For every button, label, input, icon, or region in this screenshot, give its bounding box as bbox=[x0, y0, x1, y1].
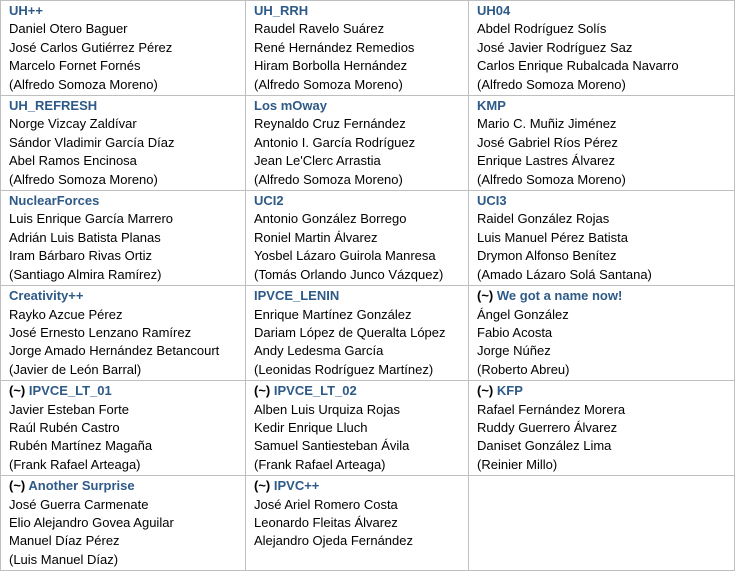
team-cell bbox=[246, 1, 469, 96]
team-name: Another Surprise bbox=[28, 478, 135, 494]
team-member: Kedir Enrique Lluch bbox=[254, 419, 368, 435]
team-header bbox=[9, 2, 245, 20]
team-member: Andy Ledesma García bbox=[254, 343, 384, 359]
team-header bbox=[9, 477, 245, 495]
team-header bbox=[254, 2, 468, 20]
team-member: José Ariel Romero Costa bbox=[254, 496, 398, 512]
team-member: Rafael Fernández Morera bbox=[477, 401, 626, 417]
team-member: Javier Esteban Forte bbox=[9, 401, 129, 417]
team-name: UH_RRH bbox=[254, 3, 309, 18]
team-member: Carlos Enrique Rubalcada Navarro bbox=[477, 58, 679, 74]
team-name: KFP bbox=[496, 383, 523, 399]
team-header bbox=[9, 287, 245, 305]
team-status-prefix: (~) bbox=[254, 383, 271, 399]
team-cell bbox=[469, 286, 735, 381]
team-header bbox=[477, 287, 734, 305]
team-header bbox=[254, 97, 468, 115]
team-cell bbox=[246, 286, 469, 381]
team-member: Iram Bárbaro Rivas Ortiz bbox=[9, 248, 153, 264]
team-member: Dariam López de Queralta López bbox=[254, 324, 446, 340]
team-member: Rubén Martínez Magaña bbox=[9, 438, 153, 454]
team-name: IPVCE_LT_01 bbox=[28, 383, 112, 399]
team-member: Manuel Díaz Pérez bbox=[9, 533, 120, 549]
team-member: Luis Manuel Pérez Batista bbox=[477, 229, 629, 245]
table-row bbox=[1, 96, 735, 191]
team-member: Rayko Azcue Pérez bbox=[9, 306, 123, 322]
team-member: Drymon Alfonso Benítez bbox=[477, 248, 617, 264]
team-status-prefix: (~) bbox=[477, 288, 494, 304]
team-coach: (Alfredo Somoza Moreno) bbox=[477, 76, 626, 92]
team-member: Daniset González Lima bbox=[477, 438, 612, 454]
team-member: Jean Le'Clerc Arrastia bbox=[254, 153, 381, 169]
team-cell bbox=[1, 1, 246, 96]
team-member: José Ernesto Lenzano Ramírez bbox=[9, 324, 192, 340]
team-member: Abdel Rodríguez Solís bbox=[477, 21, 607, 37]
team-member: Samuel Santiesteban Ávila bbox=[254, 438, 410, 454]
team-status-prefix: (~) bbox=[9, 478, 26, 494]
team-member: José Carlos Gutiérrez Pérez bbox=[9, 39, 173, 55]
team-coach: (Santiago Almira Ramírez) bbox=[9, 266, 162, 282]
table-row bbox=[1, 381, 735, 476]
team-member: Adrián Luis Batista Planas bbox=[9, 229, 161, 245]
team-cell bbox=[1, 96, 246, 191]
empty-cell bbox=[469, 476, 735, 571]
table-row bbox=[1, 286, 735, 381]
team-member: Norge Vizcay Zaldívar bbox=[9, 116, 137, 132]
team-cell bbox=[246, 96, 469, 191]
team-member: Raudel Ravelo Suárez bbox=[254, 21, 385, 37]
team-name: UH_REFRESH bbox=[9, 98, 98, 114]
team-cell bbox=[469, 191, 735, 286]
team-cell bbox=[1, 286, 246, 381]
team-member: Alejandro Ojeda Fernández bbox=[254, 533, 413, 549]
team-header bbox=[254, 192, 468, 210]
team-header bbox=[9, 382, 245, 400]
team-member: Hiram Borbolla Hernández bbox=[254, 58, 408, 74]
team-member: Daniel Otero Baguer bbox=[9, 21, 128, 37]
team-member: René Hernández Remedios bbox=[254, 39, 415, 55]
team-coach: (Alfredo Somoza Moreno) bbox=[254, 76, 403, 92]
team-name: We got a name now! bbox=[496, 288, 623, 304]
team-coach: (Alfredo Somoza Moreno) bbox=[9, 76, 158, 92]
table-row bbox=[1, 1, 735, 96]
team-member: Enrique Martínez González bbox=[254, 306, 412, 322]
team-cell bbox=[1, 381, 246, 476]
table-row bbox=[1, 476, 735, 571]
team-cell bbox=[1, 191, 246, 286]
team-status-prefix: (~) bbox=[9, 383, 26, 399]
team-member: Raidel González Rojas bbox=[477, 211, 610, 227]
team-member: Elio Alejandro Govea Aguilar bbox=[9, 514, 174, 530]
team-member: Jorge Núñez bbox=[477, 343, 551, 359]
team-cell bbox=[469, 96, 735, 191]
team-header bbox=[9, 192, 245, 210]
team-header bbox=[477, 2, 734, 20]
team-coach: (Alfredo Somoza Moreno) bbox=[477, 171, 626, 187]
team-member: Ruddy Guerrero Álvarez bbox=[477, 419, 618, 435]
team-member: Mario C. Muñiz Jiménez bbox=[477, 116, 617, 132]
team-member: José Gabriel Ríos Pérez bbox=[477, 134, 618, 150]
team-name: IPVCE_LT_02 bbox=[273, 383, 357, 399]
team-coach: (Javier de León Barral) bbox=[9, 361, 142, 377]
team-member: Abel Ramos Encinosa bbox=[9, 153, 137, 169]
team-coach: (Leonidas Rodríguez Martínez) bbox=[254, 361, 434, 377]
team-header bbox=[254, 287, 468, 305]
teams-table-body bbox=[1, 1, 735, 571]
team-name: Los mOway bbox=[254, 98, 327, 114]
team-header bbox=[477, 97, 734, 115]
team-member: Marcelo Fornet Fornés bbox=[9, 58, 141, 74]
team-cell bbox=[469, 381, 735, 476]
team-name: KMP bbox=[477, 98, 506, 114]
team-member: Fabio Acosta bbox=[477, 324, 553, 340]
team-cell bbox=[1, 476, 246, 571]
team-member: Yosbel Lázaro Guirola Manresa bbox=[254, 248, 436, 264]
team-coach: (Amado Lázaro Solá Santana) bbox=[477, 266, 652, 282]
team-name: Creativity++ bbox=[9, 288, 84, 304]
team-coach: (Tomás Orlando Junco Vázquez) bbox=[254, 266, 444, 282]
team-header bbox=[477, 192, 734, 210]
team-cell bbox=[246, 191, 469, 286]
team-cell bbox=[469, 1, 735, 96]
team-member: Ángel González bbox=[477, 306, 569, 322]
team-member: Luis Enrique García Marrero bbox=[9, 211, 174, 227]
team-header bbox=[254, 382, 468, 400]
team-member: Alben Luis Urquiza Rojas bbox=[254, 401, 400, 417]
team-member: Reynaldo Cruz Fernández bbox=[254, 116, 406, 132]
team-status-prefix: (~) bbox=[254, 478, 271, 494]
team-name: IPVC++ bbox=[273, 478, 320, 494]
team-header bbox=[254, 477, 468, 495]
team-coach: (Luis Manuel Díaz) bbox=[9, 551, 119, 567]
team-name: NuclearForces bbox=[9, 193, 100, 209]
team-member: Antonio I. García Rodríguez bbox=[254, 134, 416, 150]
team-coach: (Alfredo Somoza Moreno) bbox=[254, 171, 403, 187]
team-cell bbox=[246, 381, 469, 476]
team-name: UH++ bbox=[9, 3, 43, 18]
team-member: José Javier Rodríguez Saz bbox=[477, 39, 633, 55]
team-member: Sándor Vladimir García Díaz bbox=[9, 134, 175, 150]
team-name: UCI2 bbox=[254, 193, 284, 209]
team-header bbox=[9, 97, 245, 115]
table-row bbox=[1, 191, 735, 286]
team-member: Roniel Martin Álvarez bbox=[254, 229, 378, 245]
team-status-prefix: (~) bbox=[477, 383, 494, 399]
team-coach: (Frank Rafael Arteaga) bbox=[254, 456, 386, 472]
team-member: Jorge Amado Hernández Betancourt bbox=[9, 343, 220, 359]
team-coach: (Reinier Millo) bbox=[477, 456, 558, 472]
team-coach: (Roberto Abreu) bbox=[477, 361, 570, 377]
team-member: José Guerra Carmenate bbox=[9, 496, 149, 512]
team-coach: (Alfredo Somoza Moreno) bbox=[9, 171, 158, 187]
team-name: UCI3 bbox=[477, 193, 507, 209]
team-cell bbox=[246, 476, 469, 571]
team-member: Antonio González Borrego bbox=[254, 211, 407, 227]
team-name: UH04 bbox=[477, 3, 511, 18]
team-member: Enrique Lastres Álvarez bbox=[477, 153, 616, 169]
team-header bbox=[477, 382, 734, 400]
team-member: Raúl Rubén Castro bbox=[9, 419, 120, 435]
team-name: IPVCE_LENIN bbox=[254, 288, 340, 304]
team-member: Leonardo Fleitas Álvarez bbox=[254, 514, 398, 530]
team-coach: (Frank Rafael Arteaga) bbox=[9, 456, 141, 472]
